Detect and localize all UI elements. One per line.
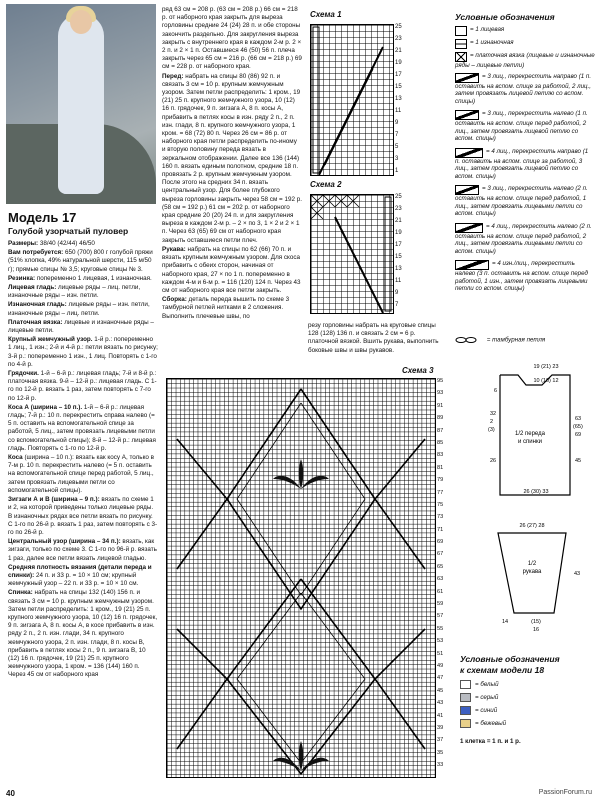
left_column-paragraph: Центральный узор (ширина – 34 п.): вязать, как зигзаги, только по схеме 3. С 1-го по 96-й р. вязать 1 раз, далее все петли вязать лицевой гладью. xyxy=(8,538,157,562)
row-number: 17 xyxy=(395,242,402,248)
row-number: 89 xyxy=(437,415,444,422)
stitch-symbol-icon xyxy=(455,260,489,270)
row-number: 41 xyxy=(437,712,444,719)
row-number: 75 xyxy=(437,501,444,508)
row-number: 19 xyxy=(395,60,402,66)
front-back-schematic xyxy=(470,350,595,500)
row-number: 93 xyxy=(437,390,444,397)
svg-text:16: 16 xyxy=(532,627,540,633)
svg-text:32: 32 xyxy=(490,411,497,417)
middle_column-paragraph: Перед: набрать на спицы 80 (86) 92 п. и связать 3 см = 10 р. крупным жемчужным узором. Затем петли распределить: 1 кром., 19 (21) 25 п. крупного жемчужного узора, 10 (12) 16 п. грядочек, 9 п. зигзага А, 8 п. косы А, прибавить в петлях косы в изн. ряду 2 п., 2 п. изн. глади, 8 п. крупного жемчужного узора, 1 кром. = 68 (72) 80 п. Через 26 см = 86 р. от наборного края петли распределить по-иному и вторую половину переда вязать в зеркальном отображении. Далее все 136 (144) 160 п. вязать единым полотном, средние 18 п. провязать 2 р. крупным жемчужным узором. После этого на средних 34 п. вязать центральный узор. Для более глубокого выреза горловины закрыть через 58 см = 192 р. (58 см = 192 р.) 61 см = 202 р. от наборного края средние 20 (20) 24 п. и для закругления выреза в каждом 2-м р. – 2 × по 3, 1 × 2 и 2 × 1 п. Через 63 (65) 69 см от наборного края закрыть оставшиеся петли плеч. xyxy=(162,72,302,244)
middle_column-paragraph: Сборка: деталь переда вышить по схеме 3 тамбурной петлей нитками в 2 сложения. Выполнить плечевые швы, по xyxy=(162,296,290,320)
row-number: 35 xyxy=(437,749,444,756)
row-number: 73 xyxy=(437,514,444,521)
row-number: 25 xyxy=(395,194,402,200)
svg-text:26: 26 xyxy=(490,458,497,464)
row-number: 11 xyxy=(395,108,402,114)
color-swatch-icon xyxy=(460,719,471,728)
stitch-symbol-icon xyxy=(455,52,467,62)
row-number: 39 xyxy=(437,724,444,731)
legend-item: = 4 лиц., перекрестить направо (1 п. оставить на вспом. спице за работой, 3 лиц., затем провязать лицевой петлю со вспом. спицы) xyxy=(455,147,589,180)
left_column-paragraph: Размеры: 38/40 (42/44) 46/50 xyxy=(8,240,95,247)
row-number: 15 xyxy=(395,84,402,90)
page-number: 40 xyxy=(6,789,15,798)
legend-item: = 3 лиц., перекрестить налево (1 п. оставить на вспом. спице перед работой, 2 лиц., затем провязать лицевой петлю со вспом. спицы) xyxy=(455,110,588,142)
svg-text:6: 6 xyxy=(494,388,498,394)
row-number: 9 xyxy=(395,120,399,126)
color-legend-item: = бежевый xyxy=(460,719,506,728)
left_column-paragraph: Коса А (ширина – 10 п.). 1-й – 6-й р.: лицевая гладь; 7-й р.: 10 п. перекрестить справа налево (= 5 п. оставить на вспомогательной спице за работой, 5 лиц., затем провязать лицевыми петли со вспомогательной спицы); 8-й – 12-й р.: лицевая гладь. Повторять с 1-го по 12-й р. xyxy=(8,403,156,452)
row-number: 77 xyxy=(437,489,444,496)
svg-text:45: 45 xyxy=(575,458,582,464)
svg-text:рукава: рукава xyxy=(522,569,542,575)
scheme-2-row-numbers xyxy=(395,194,402,314)
row-number: 47 xyxy=(437,675,444,682)
row-number: 49 xyxy=(437,662,444,669)
row-number: 55 xyxy=(437,625,444,632)
row-number: 45 xyxy=(437,687,444,694)
legend-item: = 3 лиц., перекрестить налево (2 п. оставить на вспом. спице перед работой, 1 лиц., затем провязать лицевыми петли со вспом. спицы) xyxy=(455,185,588,217)
legend-item: = 1 изнаночная xyxy=(455,39,595,49)
row-number: 25 xyxy=(395,24,402,30)
svg-text:26 (30) 33: 26 (30) 33 xyxy=(523,489,549,495)
row-number: 17 xyxy=(395,72,402,78)
row-number: 3 xyxy=(395,156,399,162)
row-number: 67 xyxy=(437,551,444,558)
row-number: 43 xyxy=(437,700,444,707)
row-number: 21 xyxy=(395,48,402,54)
scheme-3-grid xyxy=(166,378,436,778)
leaf-motif-lower xyxy=(273,741,329,771)
scheme-3-row-numbers xyxy=(437,378,443,775)
stitch-symbol-icon xyxy=(455,185,479,195)
left_column-paragraph: Платочная вязка: лицевые и изнаночные ряды – лицевые петли. xyxy=(8,318,154,335)
color-legend-item: = синий xyxy=(460,706,506,715)
row-number: 37 xyxy=(437,737,444,744)
legend18-title-2: к схемам модели 18 xyxy=(460,665,545,675)
left_column-paragraph: Зигзаги А и В (ширина – 9 п.): вязать по схеме 1 и 2, на которой приведены только лицевые ряды. В изнаночных рядах все петли вязать по рисунку. С 1-го по 26-й р. вязать 1 раз, затем повторять с 3-го по 26-й р. xyxy=(8,496,158,536)
left_column-paragraph: Изнаночная гладь: лицевые ряды – изн. петли, изнаночные ряды – лиц. петли. xyxy=(8,301,150,317)
row-number: 81 xyxy=(437,464,444,471)
svg-text:19 (21) 23: 19 (21) 23 xyxy=(533,364,559,370)
middle_column-paragraph: ряд 63 см = 208 р. (63 см = 208 р.) 66 см = 218 р. от наборного края закрыть для выреза горловины средние 24 (24) 28 п. и обе стороны закончить раздельно. Для закругления выреза закрыть с внутреннего края в каждом 2-м р. 2 × 2 п. и 2 × 1 п. Оставшиеся 46 (50) 56 п. плеча закрыть через 65 см = 216 р. (66 см = 218 р.) 69 см = 228 р. от наборного края. xyxy=(162,6,302,71)
left_column-paragraph: Средняя плотность вязания (детали переда и спинки): 24 п. и 33 р. = 10 × 10 см; крупный жемчужный узор – 22 п. и 33 р. = 10 × 10 см. xyxy=(8,563,152,588)
front-label-1: 1/2 переда xyxy=(515,431,545,437)
svg-text:63: 63 xyxy=(575,416,582,422)
row-number: 9 xyxy=(395,290,399,296)
stitch-symbol-icon xyxy=(455,73,479,83)
legend-item: = 3 лиц., перекрестить направо (1 п. оставить на вспом. спице за работой, 2 лиц., затем провязать лицевой петлю со вспом. спицы) xyxy=(455,72,592,105)
row-number: 79 xyxy=(437,477,444,484)
scheme-1-grid xyxy=(310,24,394,176)
scheme-2-title: Схема 2 xyxy=(310,180,342,189)
row-number: 69 xyxy=(437,539,444,546)
row-number: 15 xyxy=(395,254,402,260)
row-number: 51 xyxy=(437,650,444,657)
left_column-paragraph: Вам потребуется: 650 (700) 800 г голубой пряжи (51% хлопка, 49% натуральной шерсти, 115 м/50 г); прямые спицы № 3,5; круговые спицы № 3. xyxy=(8,249,153,273)
legend-item: = 4 лиц., перекрестить налево (2 п. оставить на вспом. спице перед работой, 2 лиц., затем провязать лицевыми петли со вспом. спицы) xyxy=(455,222,592,255)
svg-text:26 (27) 28: 26 (27) 28 xyxy=(519,523,545,529)
legend-item: = платочная вязка (лицевые и изнаночные ряды – лицевые петли) xyxy=(455,52,595,69)
legend-list xyxy=(455,26,595,298)
svg-text:14: 14 xyxy=(502,619,509,625)
row-number: 53 xyxy=(437,638,444,645)
model-subtitle: Голубой узорчатый пуловер xyxy=(8,226,129,236)
row-number: 65 xyxy=(437,563,444,570)
legend-title: Условные обозначения xyxy=(455,12,555,22)
front-label-2: и спинки xyxy=(518,439,542,445)
row-number: 83 xyxy=(437,452,444,459)
row-number: 23 xyxy=(395,36,402,42)
left_column-paragraph: Коса (ширина – 10 п.): вязать как косу А, только в 7-м р. 10 п. перекрестить налево (= 5 п. оставить на вспомогательной спице перед работой, 5 лиц., затем провязать лицевыми петли со вспомогательной спицы). xyxy=(8,454,155,494)
svg-text:43: 43 xyxy=(574,571,581,577)
svg-text:2: 2 xyxy=(490,419,494,425)
svg-text:10 (10) 12: 10 (10) 12 xyxy=(533,378,559,384)
legend-chain-stitch: = тамбурная петля xyxy=(455,336,545,344)
model-title: Модель 17 xyxy=(8,210,77,225)
legend18-list xyxy=(460,680,506,732)
legend18-title-1: Условные обозначения xyxy=(460,654,560,664)
left_column-paragraph: Крупный жемчужный узор. 1-й р.: попеременно 1 лиц., 1 изн.; 2-й и 4-й р.: петли вязать по рисунку; 3-й р.: попеременно 1 изн., 1 лиц. Повторять с 1-го по 4-й р. xyxy=(8,336,158,368)
color-swatch-icon xyxy=(460,693,471,702)
stitch-symbol-icon xyxy=(455,223,483,233)
chain-stitch-icon xyxy=(455,336,485,344)
row-number: 33 xyxy=(437,762,444,769)
left_column-paragraph: Спинка: набрать на спицы 132 (140) 156 п. и связать 3 см = 10 р. крупным жемчужным узором. Затем петли распределить: 1 кром., 19 (21) 25 п. крупного жемчужного узора, 10 (12) 16 п. грядочек, 9 п. зигзага А, 8 п. косы А, в косе прибавить в изн. ряду 2 п., 2 п. изн. глади, 34 п. крупного жемчужного узора, 2 п. изн. глади, 8 п. косы B, прибавить в петлях косы 2 п., 9 п. зигзага B, 10 (12) 16 п. грядочек, 19 (21) 25 п. крупного жемчужного узора, 1 кром. = 136 (144) 160 п. Через 45 см от наборного края xyxy=(8,589,158,679)
instructions-middle-column xyxy=(162,6,302,346)
site-watermark: PassionForum.ru xyxy=(538,789,592,796)
scheme-2-grid xyxy=(310,194,394,314)
row-number: 1 xyxy=(395,168,399,174)
leaf-motif-upper xyxy=(273,459,329,489)
scheme-1-row-numbers xyxy=(395,24,402,180)
row-number: 91 xyxy=(437,402,444,409)
left_column-paragraph: Лицевая гладь: лицевые ряды – лиц. петли, изнаночные ряды – изн. петли. xyxy=(8,284,141,300)
row-number: 63 xyxy=(437,576,444,583)
row-number: 19 xyxy=(395,230,402,236)
row-number: 7 xyxy=(395,132,399,138)
scheme-1-title: Схема 1 xyxy=(310,10,342,19)
svg-text:1/2: 1/2 xyxy=(527,561,537,567)
color-legend-item: = белый xyxy=(460,680,506,689)
color-swatch-icon xyxy=(460,706,471,715)
svg-text:(15): (15) xyxy=(531,619,541,625)
instructions-continued: резу горловины набрать на круговые спицы 128 (128) 136 п. и связать 2 см = 6 р. платочной вязкой. Вшить рукава, выполнить боковые швы и швы рукавов. xyxy=(308,322,439,354)
color-swatch-icon xyxy=(460,680,471,689)
sleeve-schematic xyxy=(470,515,595,635)
row-number: 85 xyxy=(437,439,444,446)
middle_column-paragraph: Рукава: набрать на спицы по 62 (66) 70 п. и вязать крупным жемчужным узором. Для скоса прибавить с обеих сторон, начиная от наборного края, 27 × по 1 п. попеременно в каждом 4-м и 6-м р. = 116 (120) 124 п. Через 43 см от наборного края все петли закрыть. xyxy=(162,245,301,294)
row-number: 5 xyxy=(395,144,399,150)
row-number: 21 xyxy=(395,218,402,224)
row-number: 11 xyxy=(395,278,402,284)
legend18-note: 1 клетка = 1 п. и 1 р. xyxy=(460,738,521,745)
row-number: 59 xyxy=(437,601,444,608)
scheme-2-pattern xyxy=(311,195,393,313)
scheme-3-title: Схема 3 xyxy=(402,366,434,375)
row-number: 13 xyxy=(395,266,402,272)
row-number: 7 xyxy=(395,302,399,308)
legend-item: = 4 изн./лиц., перекрестить налево (3 п. оставить на вспом. спице перед работой, 1 изн., затем провязать лицевыми петли со вспом. спицы) xyxy=(455,260,588,292)
row-number: 57 xyxy=(437,613,444,620)
row-number: 61 xyxy=(437,588,444,595)
scheme-3-pattern xyxy=(167,379,435,777)
model-photo xyxy=(6,4,156,204)
row-number: 13 xyxy=(395,96,402,102)
legend-item: = 1 лицевая xyxy=(455,26,595,36)
stitch-symbol-icon xyxy=(455,148,483,158)
row-number: 95 xyxy=(437,378,444,384)
row-number: 87 xyxy=(437,427,444,434)
row-number: 71 xyxy=(437,526,444,533)
left_column-paragraph: Грядочки. 1-й – 6-й р.: лицевая гладь; 7-й и 8-й р.: платочная вязка. 9-й – 12-й р.: лицевая гладь. С 1-го по 12-й р. вязать 1 раз, затем повторять с 7-го по 12-й р. xyxy=(8,370,157,402)
left_column-paragraph: Резинка: попеременно 1 лицевая, 1 изнаночная. xyxy=(8,274,152,282)
stitch-symbol-icon xyxy=(455,110,479,120)
stitch-symbol-icon xyxy=(455,39,467,49)
color-legend-item: = серый xyxy=(460,693,506,702)
instructions-left-column xyxy=(8,240,158,792)
svg-text:69: 69 xyxy=(575,432,582,438)
row-number: 23 xyxy=(395,206,402,212)
scheme-1-pattern xyxy=(311,25,393,175)
svg-text:(3): (3) xyxy=(488,427,495,433)
stitch-symbol-icon xyxy=(455,26,467,36)
svg-text:(65): (65) xyxy=(573,424,583,430)
